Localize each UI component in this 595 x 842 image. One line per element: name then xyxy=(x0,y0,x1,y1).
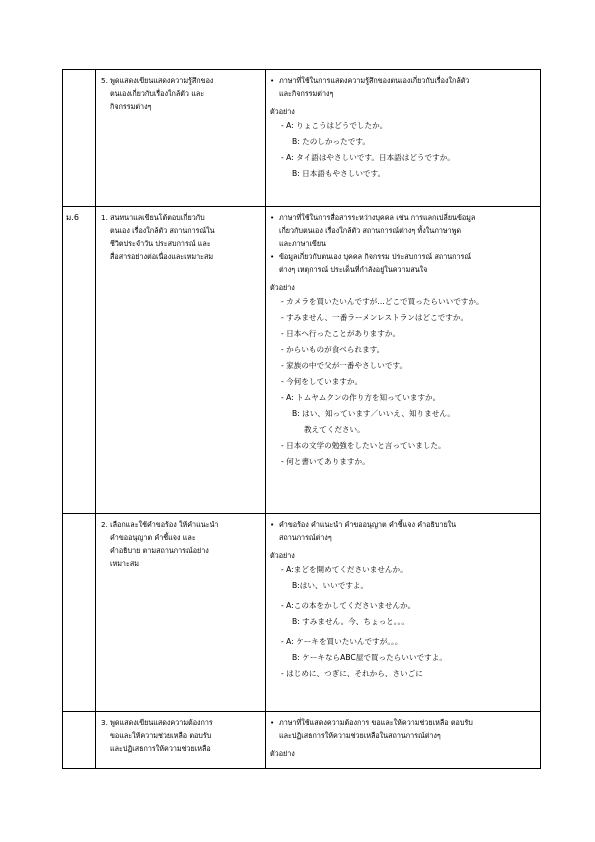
indicator-line: 2. เลือกและใช้คำขอร้อง ให้คำแนะนำ xyxy=(101,520,219,529)
bullet-continuation: เกี่ยวกับตนเอง เรื่องใกล้ตัว สถานการณ์ต่างๆ ทั้งในภาษาพูด xyxy=(279,226,462,235)
table-row xyxy=(63,514,541,712)
example-heading: ตัวอย่าง xyxy=(270,283,295,292)
bullet-continuation: และกิจกรรมต่างๆ xyxy=(279,89,334,98)
explanation-cell xyxy=(266,70,541,207)
example-line: 教えてください。 xyxy=(304,425,365,434)
table-row xyxy=(63,712,541,769)
indicator-line: กิจกรรมต่างๆ xyxy=(110,102,152,111)
indicator-cell xyxy=(96,207,266,514)
grade-cell: ม.6 xyxy=(63,207,96,514)
bullet-item: • ภาษาที่ใช้ในการสื่อสารระหว่างบุคคล เช่น การแลกเปลี่ยนข้อมูล xyxy=(270,213,476,222)
example-line: B: 日本語もやさしいです。 xyxy=(292,169,386,178)
indicator-cell xyxy=(96,70,266,207)
indicator-line: ชีวิตประจำวัน ประสบการณ์ และ xyxy=(110,239,211,248)
grade-cell xyxy=(63,712,96,769)
indicator-line: คำขออนุญาต คำชี้แจง และ xyxy=(110,533,196,542)
example-line: - 家族の中で父が一番やさしいです。 xyxy=(281,361,408,370)
table-row xyxy=(63,207,541,514)
example-line: - 日本へ行ったことがありますか。 xyxy=(281,329,401,338)
indicator-line: คำอธิบาย ตามสถานการณ์อย่าง xyxy=(110,546,209,555)
explanation-cell xyxy=(266,712,541,769)
example-line: B: はい、知っています／いいえ、知りません。 xyxy=(292,409,455,418)
indicator-cell xyxy=(96,712,266,769)
bullet-continuation: ต่างๆ เหตุการณ์ ประเด็นที่กำลังอยู่ในความสนใจ xyxy=(279,265,428,274)
example-line: - A: トムヤムクンの作り方を知っていますか。 xyxy=(281,393,441,402)
example-line: - 何と書いてありますか。 xyxy=(281,457,370,466)
grade-cell xyxy=(63,514,96,712)
indicator-line: ขอและให้ความช่วยเหลือ ตอบรับ xyxy=(110,731,212,740)
indicator-line: เหมาะสม xyxy=(110,559,139,568)
bullet-continuation: สถานการณ์ต่างๆ xyxy=(279,533,332,542)
grade-cell xyxy=(63,70,96,207)
explanation-cell xyxy=(266,514,541,712)
indicator-line: ตนเองเกี่ยวกับเรื่องใกล้ตัว และ xyxy=(110,89,205,98)
bullet-item: • คำขอร้อง คำแนะนำ คำขออนุญาต คำชี้แจง คำอธิบายใน xyxy=(270,520,457,529)
indicator-cell xyxy=(96,514,266,712)
indicator-line: 5. พูดแสดงเขียนแสดงความรู้สึกของ xyxy=(101,76,214,85)
example-line: - カメラを買いたいんですが…どこで買ったらいいですか。 xyxy=(281,297,484,306)
example-line: B: たのしかったです。 xyxy=(292,137,370,146)
explanation-cell xyxy=(266,207,541,514)
example-line: B:はい、いいですよ。 xyxy=(292,581,369,590)
example-heading: ตัวอย่าง xyxy=(270,749,295,758)
example-heading: ตัวอย่าง xyxy=(270,107,295,116)
example-line: B: ケーキならABC屋で買ったらいいですよ。 xyxy=(292,653,447,662)
bullet-item: • ภาษาที่ใช้แสดงความต้องการ ขอและให้ความช่วยเหลือ ตอบรับ xyxy=(270,718,473,727)
example-line: B: すみません。今、ちょっと。。。 xyxy=(292,617,409,626)
table-row xyxy=(63,70,541,207)
indicator-line: 3. พูดแสดงเขียนแสดงความต้องการ xyxy=(101,718,213,727)
example-line: - すみません、一番ラーメンレストランはどこですか。 xyxy=(281,313,469,322)
example-line: - A: タイ語はやさしいです。日本語はどうですか。 xyxy=(281,153,455,162)
example-line: - はじめに、つぎに、それから、さいごに xyxy=(281,669,423,678)
example-line: - A: りょこうはどうでしたか。 xyxy=(281,121,388,130)
curriculum-table xyxy=(62,69,541,769)
indicator-line: และปฏิเสธการให้ความช่วยเหลือ xyxy=(110,744,211,753)
indicator-line: ตนเอง เรื่องใกล้ตัว สถานการณ์ใน xyxy=(110,226,215,235)
example-line: - A:この本をかしてくださいませんか。 xyxy=(281,601,416,610)
example-line: - A: ケーキを買いたいんですが。。。 xyxy=(281,637,403,646)
bullet-continuation: และภาษาเขียน xyxy=(279,239,326,248)
example-line: - からいものが食べられます。 xyxy=(281,345,385,354)
bullet-continuation: และปฏิเสธการให้ความช่วยเหลือในสถานการณ์ต่างๆ xyxy=(279,731,441,740)
example-line: - A:まどを開めてくださいませんか。 xyxy=(281,565,408,574)
indicator-line: 1. สนทนาแลเขียนโต้ตอบเกี่ยวกับ xyxy=(101,213,205,222)
bullet-item: • ข้อมูลเกี่ยวกับตนเอง บุคคล กิจกรรม ประสบการณ์ สถานการณ์ xyxy=(270,252,472,261)
example-heading: ตัวอย่าง xyxy=(270,551,295,560)
bullet-item: • ภาษาที่ใช้ในการแสดงความรู้สึกของตนเองเกี่ยวกับเรื่องใกล้ตัว xyxy=(270,76,470,85)
example-line: - 今何をしていますか。 xyxy=(281,377,363,386)
indicator-line: สื่อสารอย่างต่อเนื่องและเหมาะสม xyxy=(110,252,214,261)
example-line: - 日本の文学の勉強をしたいと言っていました。 xyxy=(281,441,446,450)
